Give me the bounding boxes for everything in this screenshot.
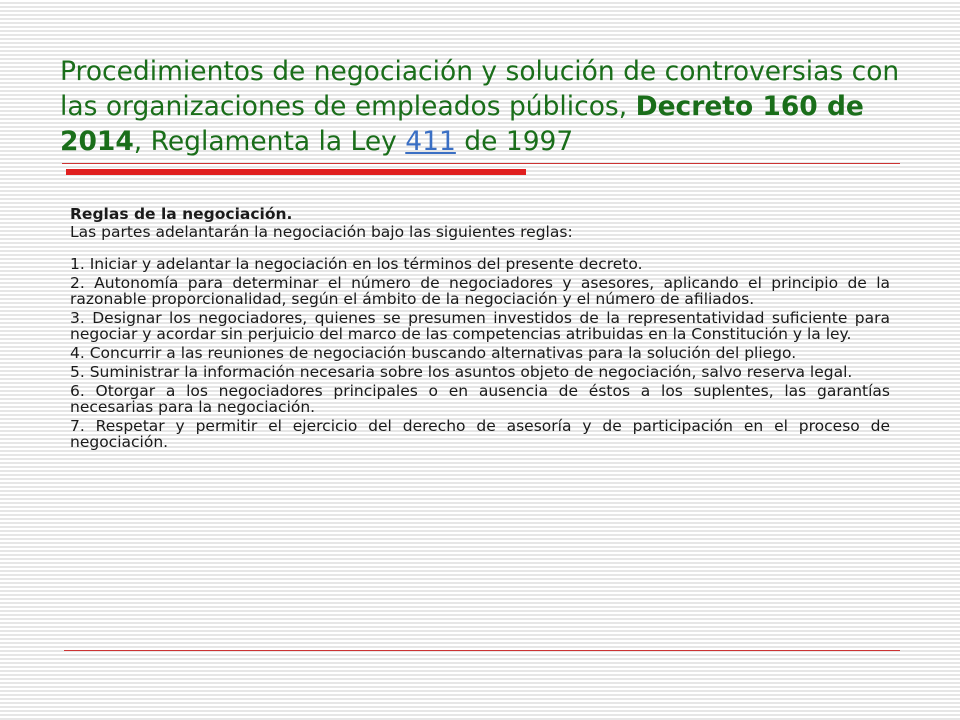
title-text-part3: de 1997: [455, 126, 574, 157]
list-item: 1. Iniciar y adelantar la negociación en los términos del presente decreto.: [70, 255, 643, 273]
section-intro: Las partes adelantarán la negociación bajo las siguientes reglas:: [70, 223, 573, 241]
list-item: 3. Designar los negociadores, quienes se presumen investidos de la representatividad suficiente para negociar y acordar sin perjuicio del marco de las competencias atribuidas en la Constitución y la ley.: [70, 309, 890, 343]
title-decree: Decreto 160 de 2014: [60, 91, 864, 157]
footer-divider: [64, 650, 900, 651]
title-text-part2: , Reglamenta la Ley: [133, 126, 406, 157]
list-item: 5. Suministrar la información necesaria sobre los asuntos objeto de negociación, salvo reserva legal.: [70, 363, 853, 381]
title-divider-accent: [66, 169, 526, 175]
title-text-part1: Procedimientos de negociación y solución de controversias con las organizaciones de empleados públicos,: [60, 56, 900, 122]
list-item: 2. Autonomía para determinar el número de negociadores y asesores, aplicando el principio de la razonable proporcionalidad, según el ámbito de la negociación y el número de afiliados.: [70, 274, 890, 308]
title-divider-thin: [62, 163, 900, 164]
law-link[interactable]: 411: [405, 126, 456, 157]
list-item: 4. Concurrir a las reuniones de negociación buscando alternativas para la solución del pliego.: [70, 344, 797, 362]
section-heading: Reglas de la negociación.: [70, 205, 293, 223]
list-item: 7. Respetar y permitir el ejercicio del derecho de asesoría y de participación en el proceso de negociación.: [70, 417, 890, 451]
content-body: [70, 206, 890, 453]
list-item: 6. Otorgar a los negociadores principales o en ausencia de éstos a los suplentes, las garantías necesarias para la negociación.: [70, 382, 890, 416]
slide-title: [60, 54, 940, 159]
